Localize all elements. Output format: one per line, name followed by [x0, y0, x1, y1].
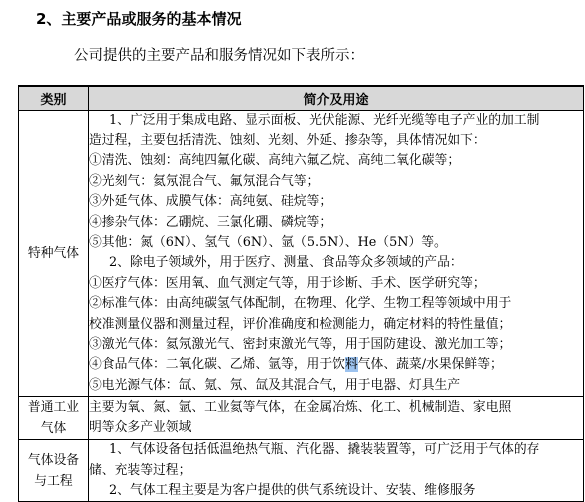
- desc-line: 2、气体工程主要是为客户提供的供气系统设计、安装、维修服务: [109, 483, 476, 498]
- desc-line: ⑤其他：氮（6N）、氢气（6N）、氩（5.5N）、He（5N）等。: [89, 234, 447, 250]
- desc-line: 2、除电子领域外，用于医疗、测量、食品等众多领域的产品：: [109, 255, 463, 271]
- desc-line: 造过程，主要包括清洗、蚀刻、光刻、外延、掺杂等，具体情况如下：: [89, 132, 486, 148]
- desc-line: ①医疗气体：医用氧、血气测定气等，用于诊断、手术、医学研究等；: [89, 275, 486, 291]
- desc-line: ④掺杂气体：乙硼烷、三氯化硼、磷烷等；: [89, 214, 333, 230]
- category-line: 普通工业: [27, 400, 80, 416]
- desc-line: 明等众多产业领域: [89, 420, 192, 436]
- header-category: 类别: [19, 86, 89, 110]
- desc-line: ①清洗、蚀刻：高纯四氟化碳、高纯六氟乙烷、高纯二氧化碳等；: [89, 153, 461, 169]
- category-equipment-engineering: [19, 440, 89, 502]
- category-line: 气体设备: [27, 452, 80, 468]
- header-description: 简介及用途: [89, 86, 584, 110]
- desc-line-highlighted: ④食品气体：二氧化碳、乙烯、氩等，用于饮料气体、蔬菜/水果保鲜等；: [89, 357, 503, 373]
- table-row-industrial-gas: [19, 397, 584, 440]
- category-special-gas: 特种气体: [19, 110, 89, 397]
- desc-line: ②标准气体：由高纯碳氢气体配制，在物理、化学、生物工程等领域中用于: [89, 296, 512, 312]
- description-equipment-engineering: [89, 440, 584, 502]
- table-header-row: [19, 86, 584, 110]
- description-special-gas: [89, 110, 584, 397]
- desc-line: 1、气体设备包括低温绝热气瓶、汽化器、撬装装置等，可广泛用于气体的存: [109, 442, 540, 458]
- desc-line: 储、充装等过程；: [89, 462, 192, 478]
- table-row-special-gas: [19, 110, 584, 397]
- intro-text: 公司提供的主要产品和服务情况如下表所示：: [74, 48, 364, 64]
- category-line: 气体: [40, 421, 67, 437]
- desc-line: 主要为氧、氮、氩、工业氦等气体，在金属冶炼、化工、机械制造、家电照: [89, 399, 512, 415]
- category-line: 与工程: [34, 473, 73, 489]
- section-heading: 2、主要产品或服务的基本情况: [36, 10, 242, 28]
- category-industrial-gas: [19, 397, 89, 440]
- description-industrial-gas: [89, 397, 584, 440]
- desc-line: 1、广泛用于集成电路、显示面板、光伏能源、光纤光缆等电子产业的加工制: [109, 112, 540, 128]
- desc-line: 校准测量仪器和测量过程，评价准确度和检测能力，确定材料的特性量值；: [89, 316, 512, 332]
- desc-line: ③激光气体：氦氖激光气、密封束激光气等，用于国防建设、激光加工等；: [89, 336, 512, 352]
- desc-line: ⑤电光源气体：氙、氪、氖、氙及其混合气，用于电器、灯具生产: [89, 377, 461, 393]
- table-row-equipment-engineering: [19, 440, 584, 502]
- products-table: [18, 85, 584, 502]
- selection-highlight: 料: [344, 357, 358, 373]
- desc-line: ②光刻气：氦氖混合气、氟氖混合气等；: [89, 173, 320, 189]
- desc-line: ③外延气体、成膜气体：高纯氨、硅烷等；: [89, 194, 333, 210]
